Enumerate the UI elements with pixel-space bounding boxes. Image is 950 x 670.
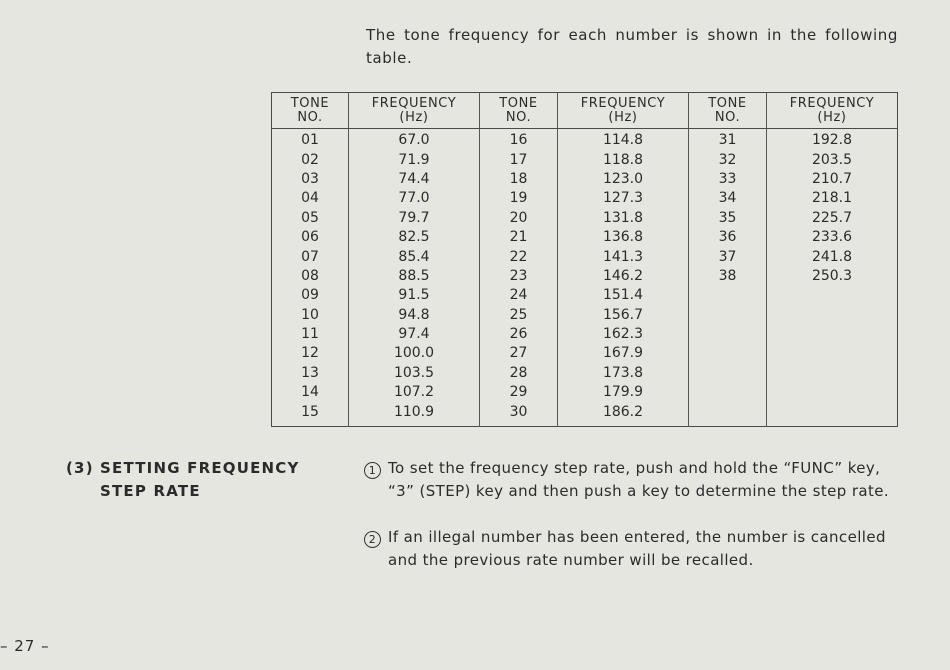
tone-no-cell: 16 bbox=[480, 129, 558, 151]
tone-frequency-table bbox=[271, 92, 898, 427]
table-row bbox=[272, 228, 898, 247]
tone-no-cell: 08 bbox=[301, 267, 319, 284]
frequency-cell: 67.0 bbox=[349, 129, 480, 151]
tone-no-cell bbox=[689, 402, 767, 426]
tone-no-cell: 21 bbox=[480, 228, 558, 247]
frequency-cell: 118.8 bbox=[558, 150, 689, 169]
table-row bbox=[272, 383, 898, 402]
frequency-cell: 141.3 bbox=[558, 247, 689, 266]
tone-no-cell: 36 bbox=[689, 228, 767, 247]
tone-no-cell: 31 bbox=[689, 129, 767, 151]
frequency-cell: 186.2 bbox=[558, 402, 689, 426]
table-row bbox=[272, 402, 898, 426]
header-tone-no: TONE NO. bbox=[272, 93, 349, 129]
frequency-cell: 127.3 bbox=[558, 189, 689, 208]
tone-no-cell bbox=[689, 306, 767, 325]
section-title-line1: SETTING FREQUENCY bbox=[100, 459, 300, 477]
tone-no-cell bbox=[689, 344, 767, 363]
frequency-cell: 173.8 bbox=[558, 364, 689, 383]
tone-no-cell: 18 bbox=[480, 170, 558, 189]
tone-no-cell: 15 bbox=[301, 403, 319, 420]
frequency-cell: 107.2 bbox=[349, 383, 480, 402]
header-frequency: FREQUENCY (Hz) bbox=[558, 93, 689, 129]
tone-no-cell: 01 bbox=[301, 132, 319, 149]
tone-no-cell: 04 bbox=[301, 190, 319, 207]
instruction-item-1 bbox=[364, 457, 900, 503]
header-frequency: FREQUENCY (Hz) bbox=[767, 93, 898, 129]
frequency-cell bbox=[767, 344, 898, 363]
table-row bbox=[272, 129, 898, 151]
header-tone-no: TONE NO. bbox=[480, 93, 558, 129]
tone-no-cell: 24 bbox=[480, 286, 558, 305]
frequency-cell bbox=[767, 364, 898, 383]
frequency-cell: 110.9 bbox=[349, 402, 480, 426]
tone-no-cell: 20 bbox=[480, 209, 558, 228]
tone-no-cell: 22 bbox=[480, 247, 558, 266]
tone-no-cell bbox=[689, 325, 767, 344]
tone-no-cell: 17 bbox=[480, 150, 558, 169]
tone-no-cell: 27 bbox=[480, 344, 558, 363]
frequency-cell: 210.7 bbox=[767, 170, 898, 189]
frequency-cell: 136.8 bbox=[558, 228, 689, 247]
frequency-cell bbox=[767, 402, 898, 426]
tone-no-cell: 38 bbox=[689, 267, 767, 286]
table-row bbox=[272, 209, 898, 228]
tone-no-cell: 07 bbox=[301, 248, 319, 265]
frequency-cell: 71.9 bbox=[349, 150, 480, 169]
frequency-cell: 82.5 bbox=[349, 228, 480, 247]
table-row bbox=[272, 267, 898, 286]
tone-no-cell: 05 bbox=[301, 209, 319, 226]
tone-no-cell: 25 bbox=[480, 306, 558, 325]
circled-number-marker: 1 bbox=[364, 462, 381, 479]
frequency-cell: 151.4 bbox=[558, 286, 689, 305]
frequency-cell: 218.1 bbox=[767, 189, 898, 208]
table-row bbox=[272, 286, 898, 305]
frequency-cell: 77.0 bbox=[349, 189, 480, 208]
tone-no-cell: 30 bbox=[480, 402, 558, 426]
frequency-cell: 91.5 bbox=[349, 286, 480, 305]
frequency-cell: 203.5 bbox=[767, 150, 898, 169]
frequency-cell: 162.3 bbox=[558, 325, 689, 344]
instruction-item-2 bbox=[364, 526, 900, 572]
frequency-cell: 97.4 bbox=[349, 325, 480, 344]
table-row bbox=[272, 150, 898, 169]
tone-no-cell: 23 bbox=[480, 267, 558, 286]
header-frequency: FREQUENCY (Hz) bbox=[349, 93, 480, 129]
instruction-text: To set the frequency step rate, push and hold the “FUNC” key, “3” (STEP) key and then push a key to determine the step rate. bbox=[388, 459, 890, 500]
frequency-cell: 233.6 bbox=[767, 228, 898, 247]
section-heading bbox=[66, 457, 300, 503]
tone-no-cell: 35 bbox=[689, 209, 767, 228]
table-row bbox=[272, 189, 898, 208]
frequency-cell bbox=[767, 286, 898, 305]
tone-no-cell: 19 bbox=[480, 189, 558, 208]
table-row bbox=[272, 325, 898, 344]
tone-no-cell: 32 bbox=[689, 150, 767, 169]
table-row bbox=[272, 170, 898, 189]
tone-no-cell: 28 bbox=[480, 364, 558, 383]
header-tone-no: TONE NO. bbox=[689, 93, 767, 129]
frequency-cell: 94.8 bbox=[349, 306, 480, 325]
intro-paragraph: The tone frequency for each number is shown in the following table. bbox=[366, 26, 898, 67]
table-row bbox=[272, 364, 898, 383]
frequency-cell: 146.2 bbox=[558, 267, 689, 286]
tone-no-cell: 37 bbox=[689, 247, 767, 266]
tone-no-cell: 03 bbox=[301, 170, 319, 187]
tone-no-cell: 02 bbox=[301, 151, 319, 168]
frequency-cell: 114.8 bbox=[558, 129, 689, 151]
tone-frequency-table-container bbox=[271, 92, 898, 427]
frequency-cell: 85.4 bbox=[349, 247, 480, 266]
frequency-cell: 167.9 bbox=[558, 344, 689, 363]
frequency-cell bbox=[767, 306, 898, 325]
frequency-cell: 131.8 bbox=[558, 209, 689, 228]
frequency-cell: 156.7 bbox=[558, 306, 689, 325]
frequency-cell: 74.4 bbox=[349, 170, 480, 189]
frequency-cell: 103.5 bbox=[349, 364, 480, 383]
frequency-cell: 225.7 bbox=[767, 209, 898, 228]
tone-no-cell: 26 bbox=[480, 325, 558, 344]
tone-no-cell: 13 bbox=[301, 364, 319, 381]
frequency-cell: 100.0 bbox=[349, 344, 480, 363]
page-number: – 27 – bbox=[0, 637, 50, 655]
table-row bbox=[272, 306, 898, 325]
frequency-cell: 79.7 bbox=[349, 209, 480, 228]
tone-no-cell bbox=[689, 286, 767, 305]
frequency-cell: 179.9 bbox=[558, 383, 689, 402]
table-row bbox=[272, 247, 898, 266]
section-number: (3) bbox=[66, 459, 94, 477]
table-body bbox=[272, 129, 898, 427]
tone-no-cell: 12 bbox=[301, 345, 319, 362]
frequency-cell: 123.0 bbox=[558, 170, 689, 189]
frequency-cell: 241.8 bbox=[767, 247, 898, 266]
tone-no-cell: 09 bbox=[301, 287, 319, 304]
tone-no-cell: 34 bbox=[689, 189, 767, 208]
frequency-cell: 192.8 bbox=[767, 129, 898, 151]
instruction-text: If an illegal number has been entered, the number is cancelled and the previous rate number will be recalled. bbox=[388, 528, 886, 569]
table-header-row bbox=[272, 93, 898, 129]
tone-no-cell: 11 bbox=[301, 326, 319, 343]
tone-no-cell: 14 bbox=[301, 384, 319, 401]
frequency-cell: 250.3 bbox=[767, 267, 898, 286]
frequency-cell bbox=[767, 325, 898, 344]
section-title-line2: STEP RATE bbox=[100, 482, 201, 500]
tone-no-cell: 06 bbox=[301, 229, 319, 246]
tone-no-cell: 29 bbox=[480, 383, 558, 402]
tone-no-cell bbox=[689, 364, 767, 383]
frequency-cell: 88.5 bbox=[349, 267, 480, 286]
tone-no-cell: 10 bbox=[301, 306, 319, 323]
frequency-cell bbox=[767, 383, 898, 402]
table-row bbox=[272, 344, 898, 363]
tone-no-cell: 33 bbox=[689, 170, 767, 189]
circled-number-marker: 2 bbox=[364, 531, 381, 548]
tone-no-cell bbox=[689, 383, 767, 402]
